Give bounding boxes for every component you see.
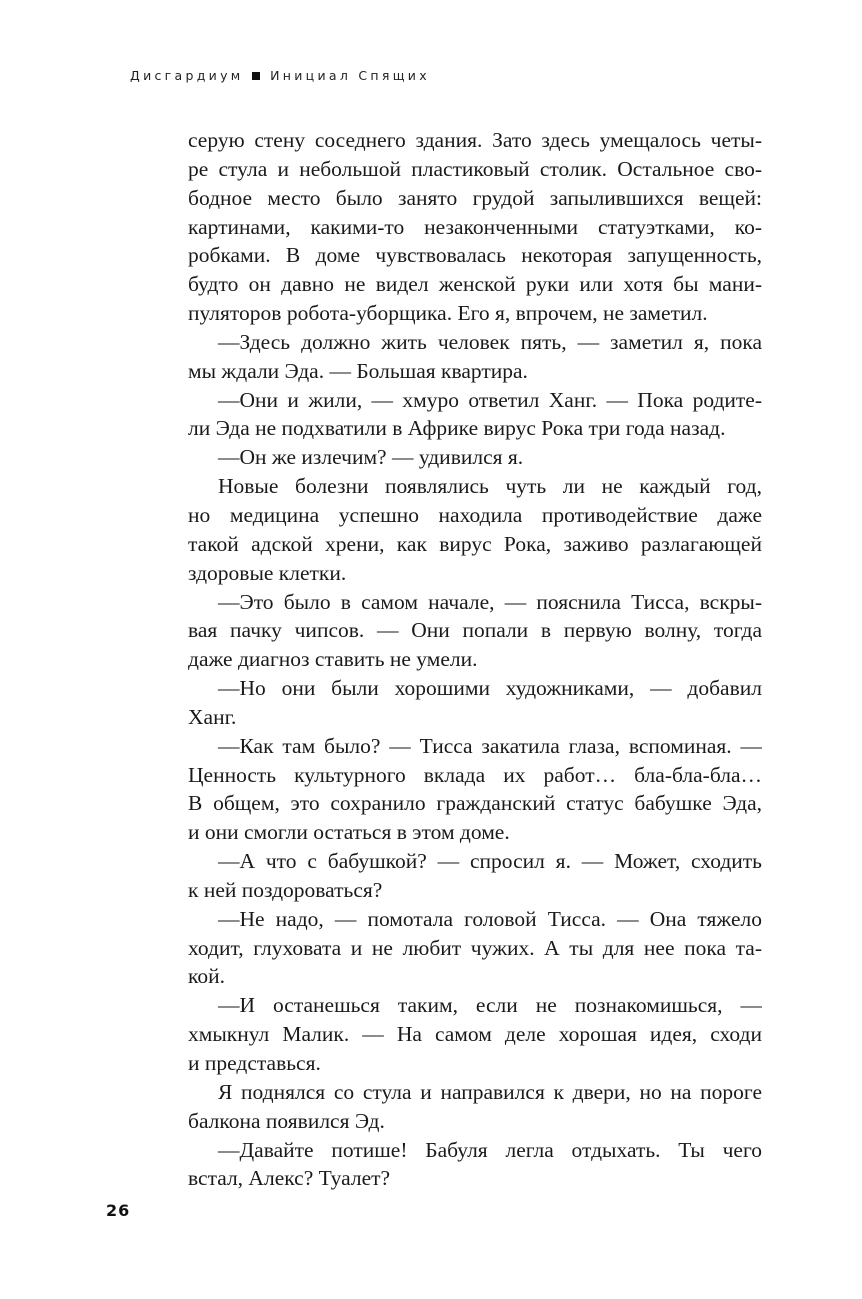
text-line: будто он давно не видел женской руки или хотя бы мани- [188,272,762,297]
text-line: мы ждали Эда. — Большая квартира. [188,358,528,383]
text-line: к ней поздороваться? [188,877,383,902]
text-line: но медицина успешно находила противодействие даже [188,502,762,527]
text-line: хмыкнул Малик. — На самом деле хорошая идея, сходи [188,1022,762,1047]
text-line: Я поднялся со стула и направился к двери, но на пороге [218,1079,762,1104]
text-line: такой адской хрени, как вирус Рока, заживо разлагающей [188,531,762,556]
text-line: ре стула и небольшой пластиковый столик. Остальное сво- [188,156,762,181]
text-line: —Здесь должно жить человек пять, — заметил я, пока [218,329,762,354]
text-line: —Он же излечим? — удивился я. [218,445,524,470]
text-line: ли Эда не подхватили в Африке вирус Рока три года назад. [188,416,726,441]
text-line: —А что с бабушкой? — спросил я. — Может, сходить [218,849,762,874]
text-line: —И останешься таким, если не познакомишься, — [218,993,762,1018]
text-line: здоровые клетки. [188,560,347,585]
text-line: В общем, это сохранило гражданский статус бабушке Эда, [188,791,762,816]
text-line: бодное место было занято грудой запылившихся вещей: [188,185,762,210]
text-line: даже диагноз ставить не умели. [188,647,478,672]
text-line: —Давайте потише! Бабуля легла отдыхать. Ты чего [218,1137,762,1162]
text-line: —Они и жили, — хмуро ответил Ханг. — Пока родите- [218,387,762,412]
text-line: ходит, глуховата и не любит чужих. А ты для нее пока та- [188,935,762,960]
part-title: Инициал Спящих [270,68,430,83]
book-title: Дисгардиум [130,68,244,83]
text-line: Ценность культурного вклада их работ… бла-бла-бла… [188,762,762,787]
square-separator-icon [252,72,260,80]
text-line: —Но они были хорошими художниками, — добавил [218,676,762,701]
text-line: встал, Алекс? Туалет? [188,1166,391,1191]
text-line: Новые болезни появлялись чуть ли не каждый год, [218,474,762,499]
text-line: балкона появился Эд. [188,1108,385,1133]
running-head [130,68,430,84]
text-line: картинами, какими-то незаконченными статуэтками, ко- [188,214,762,239]
text-line: серую стену соседнего здания. Зато здесь умещалось четы- [188,128,762,152]
page-number: 26 [106,1201,131,1220]
page-body-text [188,126,762,1193]
text-line: —Это было в самом начале, — пояснила Тисса, вскры- [218,589,762,614]
text-line: Ханг. [188,704,237,729]
text-line: и они смогли остаться в этом доме. [188,820,510,845]
text-line: —Как там было? — Тисса закатила глаза, вспоминая. — [218,733,762,758]
text-line: пуляторов робота-уборщика. Его я, впрочем, не заметил. [188,301,708,326]
text-line: —Не надо, — помотала головой Тисса. — Она тяжело [218,906,762,931]
text-line: кой. [188,964,225,989]
text-line: вая пачку чипсов. — Они попали в первую волну, тогда [188,618,762,643]
text-line: и представься. [188,1051,321,1075]
text-line: робками. В доме чувствовалась некоторая запущенность, [188,243,762,268]
